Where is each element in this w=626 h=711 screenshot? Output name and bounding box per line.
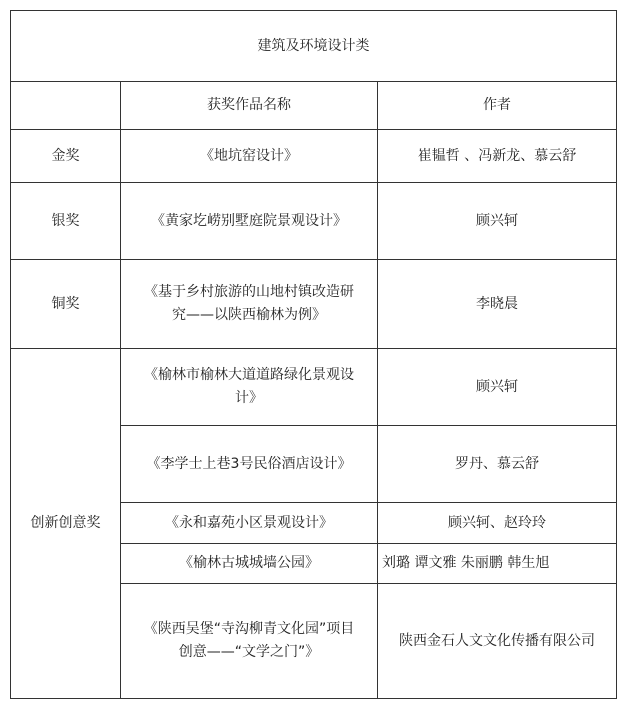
author-cell: 罗丹、慕云舒 xyxy=(378,426,617,503)
work-cell xyxy=(121,349,378,426)
table-row xyxy=(11,349,617,426)
work-line: 《基于乡村旅游的山地村镇改造研 xyxy=(144,284,354,300)
work-line: 创意——“文学之门”》 xyxy=(178,644,320,660)
work-line: 《陕西吴堡“寺沟柳青文化园”项目 xyxy=(143,621,355,637)
author-cell: 陕西金石人文文化传播有限公司 xyxy=(378,584,617,699)
award-cell: 金奖 xyxy=(11,130,121,183)
award-cell: 铜奖 xyxy=(11,260,121,349)
work-cell xyxy=(121,584,378,699)
work-cell: 《黄家圪崂别墅庭院景观设计》 xyxy=(121,183,378,260)
work-cell: 《李学士上巷3号民俗酒店设计》 xyxy=(121,426,378,503)
author-cell: 崔韫哲 、冯新龙、慕云舒 xyxy=(378,130,617,183)
table-row xyxy=(11,183,617,260)
award-cell: 创新创意奖 xyxy=(11,349,121,699)
table-header-row xyxy=(11,82,617,130)
header-work: 获奖作品名称 xyxy=(121,82,378,130)
table-title: 建筑及环境设计类 xyxy=(11,11,617,82)
work-line: 计》 xyxy=(235,390,263,406)
author-cell: 顾兴轲 xyxy=(378,183,617,260)
table-row xyxy=(11,130,617,183)
work-cell: 《地坑窑设计》 xyxy=(121,130,378,183)
work-cell: 《永和嘉苑小区景观设计》 xyxy=(121,503,378,544)
work-cell xyxy=(121,260,378,349)
work-cell: 《榆林古城城墙公园》 xyxy=(121,544,378,584)
table-title-row xyxy=(11,11,617,82)
award-cell: 银奖 xyxy=(11,183,121,260)
awards-table xyxy=(10,10,617,699)
author-cell: 顾兴轲 xyxy=(378,349,617,426)
author-cell: 刘璐 谭文雅 朱丽鹏 韩生旭 xyxy=(378,544,617,584)
header-author: 作者 xyxy=(378,82,617,130)
header-award-cell xyxy=(11,82,121,130)
author-cell: 顾兴轲、赵玲玲 xyxy=(378,503,617,544)
table-row xyxy=(11,260,617,349)
work-line: 究——以陕西榆林为例》 xyxy=(172,307,326,323)
work-line: 《榆林市榆林大道道路绿化景观设 xyxy=(144,367,354,383)
author-cell: 李晓晨 xyxy=(378,260,617,349)
